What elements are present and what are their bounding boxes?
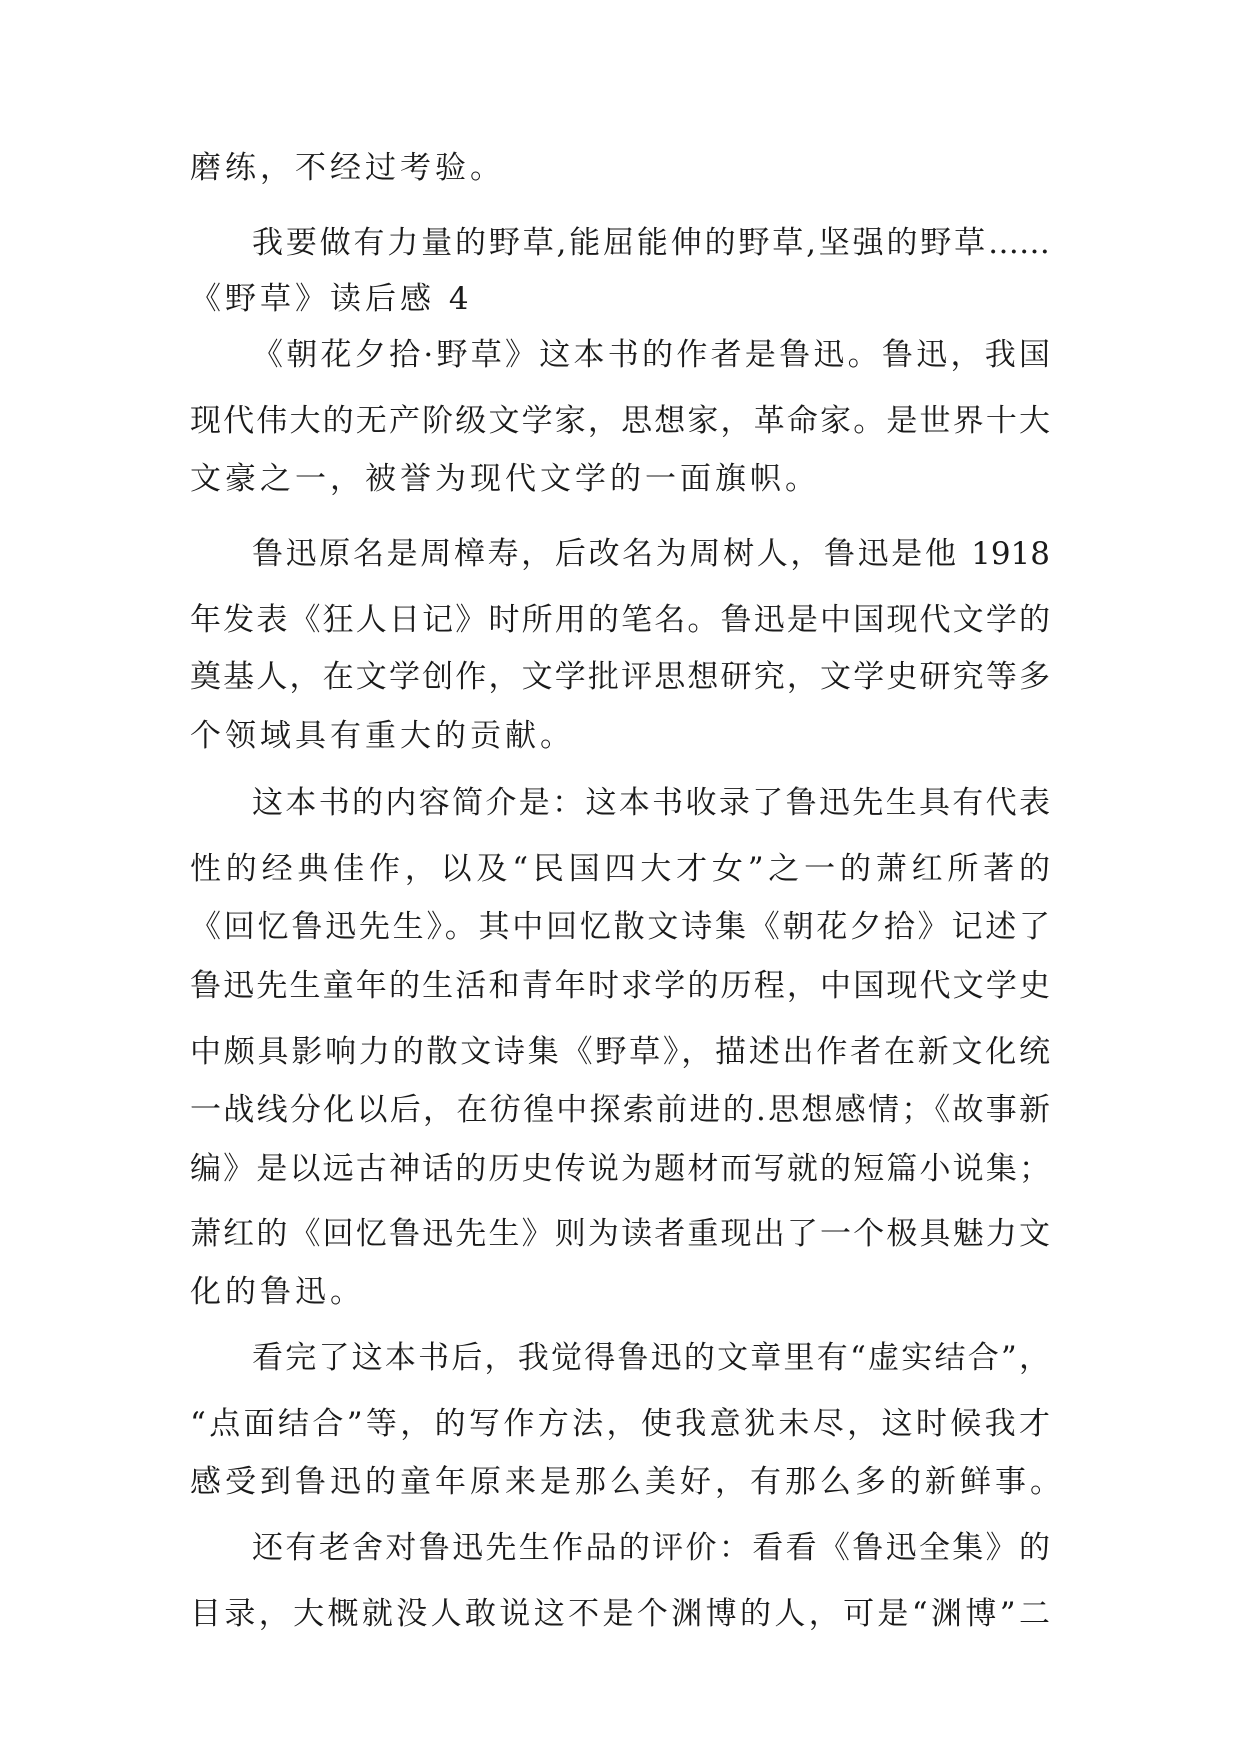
text-line: 性的经典佳作，以及“民国四大才女”之一的萧红所著的	[190, 851, 1050, 887]
text-line: 编》是以远古神话的历史传说为题材而写就的短篇小说集；	[190, 1151, 1050, 1187]
text-line: 感受到鲁迅的童年原来是那么美好，有那么多的新鲜事。	[190, 1464, 1065, 1500]
text-line: 看完了这本书后，我觉得鲁迅的文章里有“虚实结合”，	[252, 1340, 1050, 1376]
text-line: 鲁迅先生童年的生活和青年时求学的历程，中国现代文学史	[190, 968, 1050, 1004]
text-line: 一战线分化以后，在彷徨中探索前进的.思想感情；《故事新	[190, 1092, 1050, 1128]
text-line: “点面结合”等，的写作方法，使我意犹未尽，这时候我才	[190, 1406, 1050, 1442]
text-line: 《回忆鲁迅先生》。其中回忆散文诗集《朝花夕拾》记述了	[190, 909, 1050, 945]
text-line: 化的鲁迅。	[190, 1274, 365, 1310]
text-line: 鲁迅原名是周樟寿，后改名为周树人，鲁迅是他 1918	[252, 536, 1050, 572]
text-line: 个领域具有重大的贡献。	[190, 718, 575, 754]
text-line: 磨练，不经过考验。	[190, 150, 505, 186]
section-heading: 《野草》读后感 4	[190, 281, 473, 317]
text-line: 文豪之一，被誉为现代文学的一面旗帜。	[190, 461, 820, 497]
text-line: 这本书的内容简介是：这本书收录了鲁迅先生具有代表	[252, 785, 1050, 821]
text-line: 奠基人，在文学创作，文学批评思想研究，文学史研究等多	[190, 659, 1050, 695]
text-line: 中颇具影响力的散文诗集《野草》，描述出作者在新文化统	[190, 1034, 1050, 1070]
text-line: 还有老舍对鲁迅先生作品的评价：看看《鲁迅全集》的	[252, 1530, 1050, 1566]
text-line: 萧红的《回忆鲁迅先生》则为读者重现出了一个极具魅力文	[190, 1216, 1050, 1252]
text-line: 《朝花夕拾·野草》这本书的作者是鲁迅。鲁迅，我国	[252, 337, 1050, 373]
text-line: 年发表《狂人日记》时所用的笔名。鲁迅是中国现代文学的	[190, 602, 1050, 638]
text-line: 我要做有力量的野草,能屈能伸的野草,坚强的野草……	[252, 225, 1050, 261]
text-line: 现代伟大的无产阶级文学家，思想家，革命家。是世界十大	[190, 403, 1050, 439]
text-line: 目录，大概就没人敢说这不是个渊博的人，可是“渊博”二	[190, 1596, 1050, 1632]
